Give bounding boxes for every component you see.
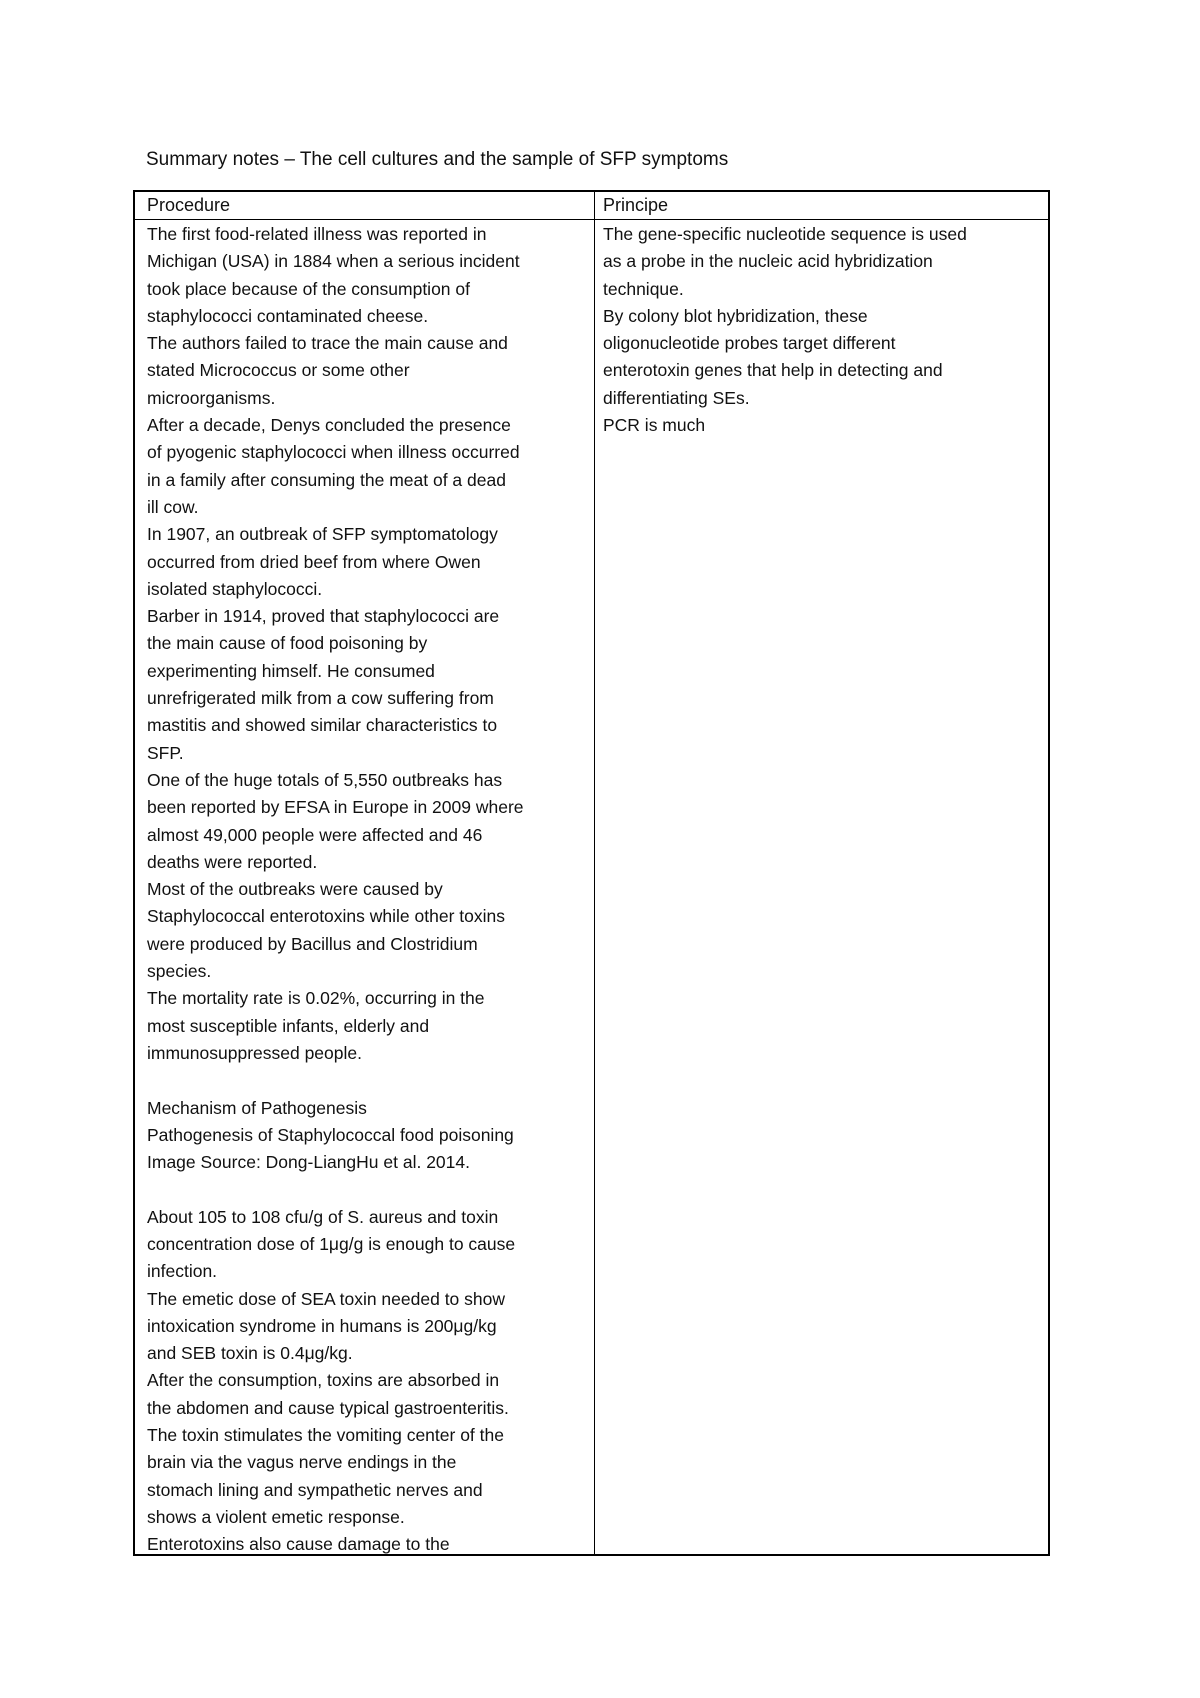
text-line: stated Micrococcus or some other xyxy=(147,360,410,381)
text-line: One of the huge totals of 5,550 outbreaks has xyxy=(147,769,503,790)
notes-table xyxy=(133,190,1050,1556)
text-line: By colony blot hybridization, these xyxy=(603,305,868,326)
text-line: Enterotoxins also cause damage to the xyxy=(147,1534,450,1555)
principle-column xyxy=(603,221,1043,439)
text-line: The first food-related illness was reported in xyxy=(147,224,487,244)
text-line: mastitis and showed similar characteristics to xyxy=(147,715,498,736)
procedure-header: Procedure xyxy=(147,195,231,215)
text-line: The toxin stimulates the vomiting center of the xyxy=(147,1425,504,1446)
text-line xyxy=(147,1176,587,1203)
text-line: About 105 to 108 cfu/g of S. aureus and toxin xyxy=(147,1206,499,1227)
text-line: and SEB toxin is 0.4μg/kg. xyxy=(147,1343,353,1364)
text-line: experimenting himself. He consumed xyxy=(147,660,435,681)
text-line: concentration dose of 1μg/g is enough to cause xyxy=(147,1233,516,1254)
text-line: ill cow. xyxy=(147,496,199,517)
text-line: staphylococci contaminated cheese. xyxy=(147,305,429,326)
text-line: Pathogenesis of Staphylococcal food poisoning xyxy=(147,1124,514,1145)
text-line: most susceptible infants, elderly and xyxy=(147,1015,430,1036)
column-divider xyxy=(594,192,595,1554)
text-line: infection. xyxy=(147,1261,218,1282)
text-line: as a probe in the nucleic acid hybridization xyxy=(603,251,933,272)
text-line: isolated staphylococci. xyxy=(147,578,323,599)
text-line: deaths were reported. xyxy=(147,851,318,872)
text-line: SFP. xyxy=(147,742,184,763)
text-line: Mechanism of Pathogenesis xyxy=(147,1097,367,1118)
text-line: The emetic dose of SEA toxin needed to show xyxy=(147,1288,505,1309)
text-line: After a decade, Denys concluded the presence xyxy=(147,415,511,436)
text-line: species. xyxy=(147,961,212,982)
text-line: been reported by EFSA in Europe in 2009 where xyxy=(147,797,524,818)
text-line: intoxication syndrome in humans is 200μg/kg xyxy=(147,1315,497,1336)
text-line: Barber in 1914, proved that staphylococci are xyxy=(147,606,500,627)
text-line: Most of the outbreaks were caused by xyxy=(147,879,443,900)
text-line: occurred from dried beef from where Owen xyxy=(147,551,481,572)
text-line: unrefrigerated milk from a cow suffering from xyxy=(147,688,494,709)
text-line: almost 49,000 people were affected and 46 xyxy=(147,824,483,845)
text-line: Staphylococcal enterotoxins while other toxins xyxy=(147,906,505,927)
text-line: differentiating SEs. xyxy=(603,387,750,408)
text-line: Image Source: Dong-LiangHu et al. 2014. xyxy=(147,1152,470,1173)
text-line: the main cause of food poisoning by xyxy=(147,633,428,654)
page-title: Summary notes – The cell cultures and the sample of SFP symptoms xyxy=(146,149,729,170)
text-line: brain via the vagus nerve endings in the xyxy=(147,1452,457,1473)
text-line: oligonucleotide probes target different xyxy=(603,333,896,354)
text-line: The mortality rate is 0.02%, occurring in the xyxy=(147,988,485,1009)
text-line: technique. xyxy=(603,278,684,299)
text-line: enterotoxin genes that help in detecting and xyxy=(603,360,943,381)
text-line: took place because of the consumption of xyxy=(147,278,470,299)
text-line: The gene-specific nucleotide sequence is used xyxy=(603,224,967,244)
text-line: the abdomen and cause typical gastroenteritis. xyxy=(147,1397,509,1418)
text-line: were produced by Bacillus and Clostridium xyxy=(147,933,478,954)
principle-header: Principe xyxy=(603,195,669,215)
text-line: in a family after consuming the meat of a dead xyxy=(147,469,506,490)
text-line: The authors failed to trace the main cause and xyxy=(147,333,508,354)
procedure-column xyxy=(147,221,587,1559)
text-line: immunosuppressed people. xyxy=(147,1042,362,1063)
text-line: microorganisms. xyxy=(147,387,276,408)
text-line: shows a violent emetic response. xyxy=(147,1506,405,1527)
text-line xyxy=(147,1067,587,1094)
text-line: After the consumption, toxins are absorbed in xyxy=(147,1370,500,1391)
text-line: Michigan (USA) in 1884 when a serious incident xyxy=(147,251,520,272)
text-line: PCR is much xyxy=(603,415,706,436)
text-line: In 1907, an outbreak of SFP symptomatology xyxy=(147,524,498,545)
header-divider xyxy=(135,219,1048,220)
text-line: of pyogenic staphylococci when illness occurred xyxy=(147,442,520,463)
text-line: stomach lining and sympathetic nerves and xyxy=(147,1479,483,1500)
